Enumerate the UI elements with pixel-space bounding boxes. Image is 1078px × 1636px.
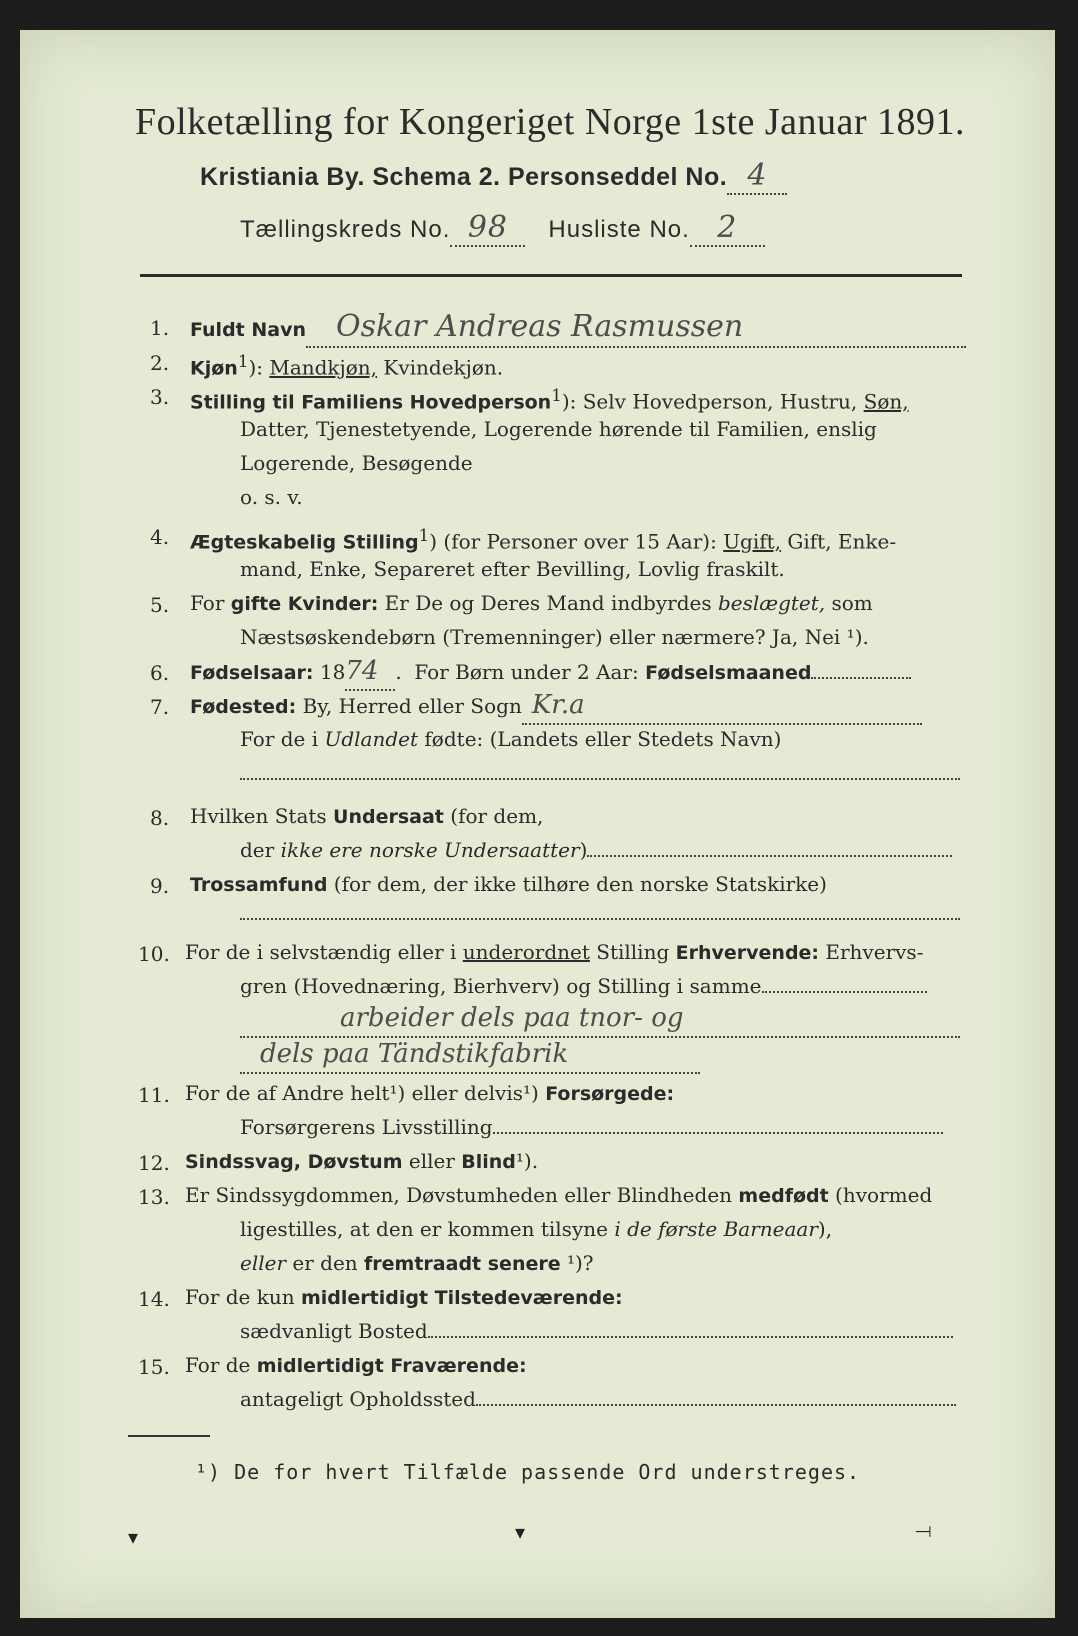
q11-number: 11.	[138, 1083, 170, 1107]
q6-mid: For Børn under 2 Aar:	[414, 660, 639, 684]
q4-label: Ægteskabelig Stilling	[190, 531, 419, 554]
q8-label: Undersaat	[333, 806, 444, 828]
q14-number: 14.	[138, 1287, 170, 1311]
form-subtitle	[200, 158, 787, 195]
q7-line2-italic: Udlandet	[324, 727, 419, 751]
taellingskreds-field[interactable]	[450, 210, 525, 247]
taellingskreds-value: 98	[467, 210, 508, 245]
q14-line2	[240, 1315, 953, 1348]
footnote-rule	[128, 1435, 210, 1437]
q1-number: 1.	[150, 316, 170, 340]
q1-field[interactable]	[306, 310, 966, 348]
q3-label: Stilling til Familiens Hovedperson	[190, 391, 552, 414]
q13-line2	[240, 1213, 832, 1246]
header-rule	[140, 274, 962, 277]
footnote: ¹) De for hvert Tilfælde passende Ord understreges.	[195, 1460, 861, 1484]
q13-line3-b: ¹)?	[560, 1251, 594, 1275]
q5-text-italic: beslægtet,	[717, 591, 826, 615]
q4-text: ) (for Personer over 15 Aar):	[429, 529, 724, 554]
q7-answer-line[interactable]	[240, 778, 960, 780]
q4-line1: Ægteskabelig Stilling$^1$) (for Personer over 15 Aar): Ugift, Gift, Enke-	[190, 526, 897, 554]
q7-field[interactable]	[522, 689, 922, 725]
q12-label: Sindssvag, Døvstum	[185, 1151, 403, 1173]
q11-line1	[185, 1077, 674, 1111]
q14-line1	[185, 1281, 623, 1315]
q12-line	[185, 1145, 538, 1179]
q8-field[interactable]	[587, 855, 952, 857]
q9-label: Trossamfund	[190, 874, 328, 896]
q12-mid: eller	[402, 1149, 462, 1173]
q13-line2-a: ligestilles, at den er kommen tilsyne	[240, 1217, 615, 1241]
form-title: Folketælling for Kongeriget Norge 1ste Januar 1891.	[134, 101, 966, 143]
q9-number: 9.	[150, 874, 170, 898]
q6-year-field[interactable]	[345, 655, 395, 691]
q5-text-a: For	[190, 591, 231, 615]
q1-answer: Oskar Andreas Rasmussen	[336, 309, 744, 344]
q8-number: 8.	[150, 806, 170, 830]
q6-line: Fødselsaar: 1874 . For Børn under 2 Aar: Fødselsmaaned	[190, 655, 911, 691]
q3-line2: Datter, Tjenestetyende, Logerende hørende til Familien, enslig	[240, 417, 877, 441]
q12-label2: Blind	[461, 1151, 516, 1173]
q14-field[interactable]	[428, 1336, 953, 1338]
q11-line2-text: Forsørgerens Livsstilling	[240, 1115, 493, 1139]
district-line	[240, 210, 765, 247]
q6-prefix: 18	[319, 660, 346, 684]
husliste-value: 2	[717, 210, 738, 245]
q15-field[interactable]	[476, 1404, 956, 1406]
q5-line1	[190, 587, 873, 621]
q8-line1	[190, 800, 543, 834]
q13-label2: fremtraadt senere	[364, 1253, 561, 1275]
subtitle-text: Kristiania By. Schema 2. Personseddel No.	[200, 163, 728, 191]
husliste-field[interactable]	[690, 210, 765, 247]
taellingskreds-label: Tællingskreds No.	[240, 216, 451, 243]
q15-label: midlertidigt Fraværende:	[256, 1355, 527, 1377]
q13-line1	[185, 1179, 932, 1213]
tick-mark-center: ▾	[515, 1520, 526, 1544]
q14-text: For de kun	[185, 1285, 301, 1309]
q3-line3: Logerende, Besøgende	[240, 451, 473, 475]
q5-number: 5.	[150, 593, 170, 617]
q15-text: For de	[185, 1353, 257, 1377]
q13-line2-b: ),	[817, 1217, 833, 1241]
q2-option-male: Mandkjøn,	[269, 355, 378, 380]
q15-number: 15.	[138, 1355, 170, 1379]
q12-number: 12.	[138, 1151, 170, 1175]
q12-end: ¹).	[515, 1149, 539, 1173]
q6-year: 74	[345, 656, 379, 686]
q14-line2-text: sædvanligt Bosted	[240, 1319, 428, 1343]
q10-text-b: Stilling	[589, 940, 676, 964]
q13-line3-italic: eller	[240, 1251, 287, 1275]
q10-text-c: Erhvervs-	[819, 940, 924, 964]
q5-line2: Næstsøskendebørn (Tremenninger) eller nærmere? Ja, Nei ¹).	[240, 625, 869, 649]
q10-option-subordinate: underordnet	[462, 940, 590, 964]
q11-label: Forsørgede:	[545, 1083, 675, 1105]
q7-answer: Kr.a	[531, 690, 585, 720]
q10-text-a: For de i selvstændig eller i	[185, 940, 463, 964]
q13-line2-italic: i de første Barneaar	[614, 1217, 818, 1241]
q8-text-a: Hvilken Stats	[190, 804, 334, 828]
q9-text: (for dem, der ikke tilhøre den norske Statskirke)	[327, 872, 827, 896]
q13-label: medfødt	[738, 1185, 829, 1207]
q10-number: 10.	[138, 942, 170, 966]
q10-field[interactable]	[762, 991, 927, 993]
q13-number: 13.	[138, 1185, 170, 1209]
q8-line2-b: )	[579, 838, 588, 862]
q15-line1	[185, 1349, 527, 1383]
personseddel-field[interactable]	[727, 158, 787, 195]
q10-answer1: arbeider dels paa tnor- og	[340, 1003, 684, 1033]
q9-answer-line[interactable]	[240, 918, 960, 920]
q1-label: Fuldt Navn	[190, 319, 307, 341]
q2-option-female: Kvindekjøn.	[377, 355, 504, 380]
q8-line2-italic: ikke ere norske Undersaatter	[280, 838, 580, 862]
q14-label: midlertidigt Tilstedeværende:	[300, 1287, 623, 1309]
q10-line2	[240, 970, 927, 1003]
q10-line2-text: gren (Hovednæring, Bierhverv) og Stilling i samme	[240, 974, 762, 998]
q5-text-b: Er De og Deres Mand indbyrdes	[378, 591, 718, 615]
q7-line2	[240, 723, 781, 756]
q6-label2: Fødselsmaaned	[645, 662, 812, 684]
q3-number: 3.	[150, 385, 170, 409]
q13-line3-a: er den	[286, 1251, 365, 1275]
q7-line2-a: For de i	[240, 727, 325, 751]
tick-mark-left: ▾	[128, 1525, 139, 1549]
q10-label: Erhvervende:	[675, 942, 820, 964]
q13-line3	[240, 1247, 594, 1281]
q4-line2: mand, Enke, Separeret efter Bevilling, Lovlig fraskilt.	[240, 557, 785, 581]
q7-text: By, Herred eller Sogn	[296, 694, 522, 718]
q9-line	[190, 868, 827, 902]
q11-field[interactable]	[493, 1132, 943, 1134]
q15-line2-text: antageligt Opholdssted	[240, 1387, 476, 1411]
q8-line2	[240, 834, 952, 867]
q6-month-field[interactable]	[811, 677, 911, 679]
q7-line2-b: fødte: (Landets eller Stedets Navn)	[418, 727, 782, 751]
q3-text: ): Selv Hovedperson, Hustru,	[561, 389, 864, 414]
q10-line1	[185, 936, 923, 970]
q4-number: 4.	[150, 525, 170, 549]
q7-label: Fødested:	[190, 696, 297, 718]
q7-number: 7.	[150, 695, 170, 719]
tick-mark-right: ⟞	[915, 1518, 932, 1542]
q8-text-b: (for dem,	[443, 804, 544, 828]
q2-label: Kjøn	[190, 357, 238, 380]
q13-text-a: Er Sindssygdommen, Døvstumheden eller Blindheden	[185, 1183, 739, 1207]
q2-line: Kjøn$^1$): Mandkjøn, Kvindekjøn.	[190, 352, 504, 380]
q2-sup: 1	[237, 352, 249, 371]
q13-text-b: (hvormed	[828, 1183, 933, 1207]
q1-line	[190, 310, 966, 348]
q15-line2	[240, 1383, 956, 1416]
q6-number: 6.	[150, 661, 170, 685]
q10-answer-line2[interactable]	[240, 1038, 700, 1074]
personseddel-value: 4	[747, 158, 767, 193]
q4-text-end: Gift, Enke-	[781, 529, 897, 554]
q3-line4: o. s. v.	[240, 485, 303, 509]
q5-label: gifte Kvinder:	[230, 593, 379, 615]
q10-answer2: dels paa Tändstikfabrik	[260, 1039, 569, 1069]
q8-line2-a: der	[240, 838, 281, 862]
husliste-label: Husliste No.	[548, 216, 690, 243]
q2-number: 2.	[150, 351, 170, 375]
q7-line1	[190, 689, 922, 725]
q3-line1: Stilling til Familiens Hovedperson$^1$): Selv Hovedperson, Hustru, Søn,	[190, 386, 909, 414]
q11-line2	[240, 1111, 943, 1144]
q10-answer-line1[interactable]	[240, 1002, 960, 1038]
q5-text-c: som	[825, 591, 873, 615]
q6-label: Fødselsaar:	[190, 662, 314, 684]
q11-text: For de af Andre helt¹) eller delvis¹)	[185, 1081, 546, 1105]
q3-option-son: Søn,	[863, 389, 909, 414]
q4-option-unmarried: Ugift,	[723, 529, 782, 554]
